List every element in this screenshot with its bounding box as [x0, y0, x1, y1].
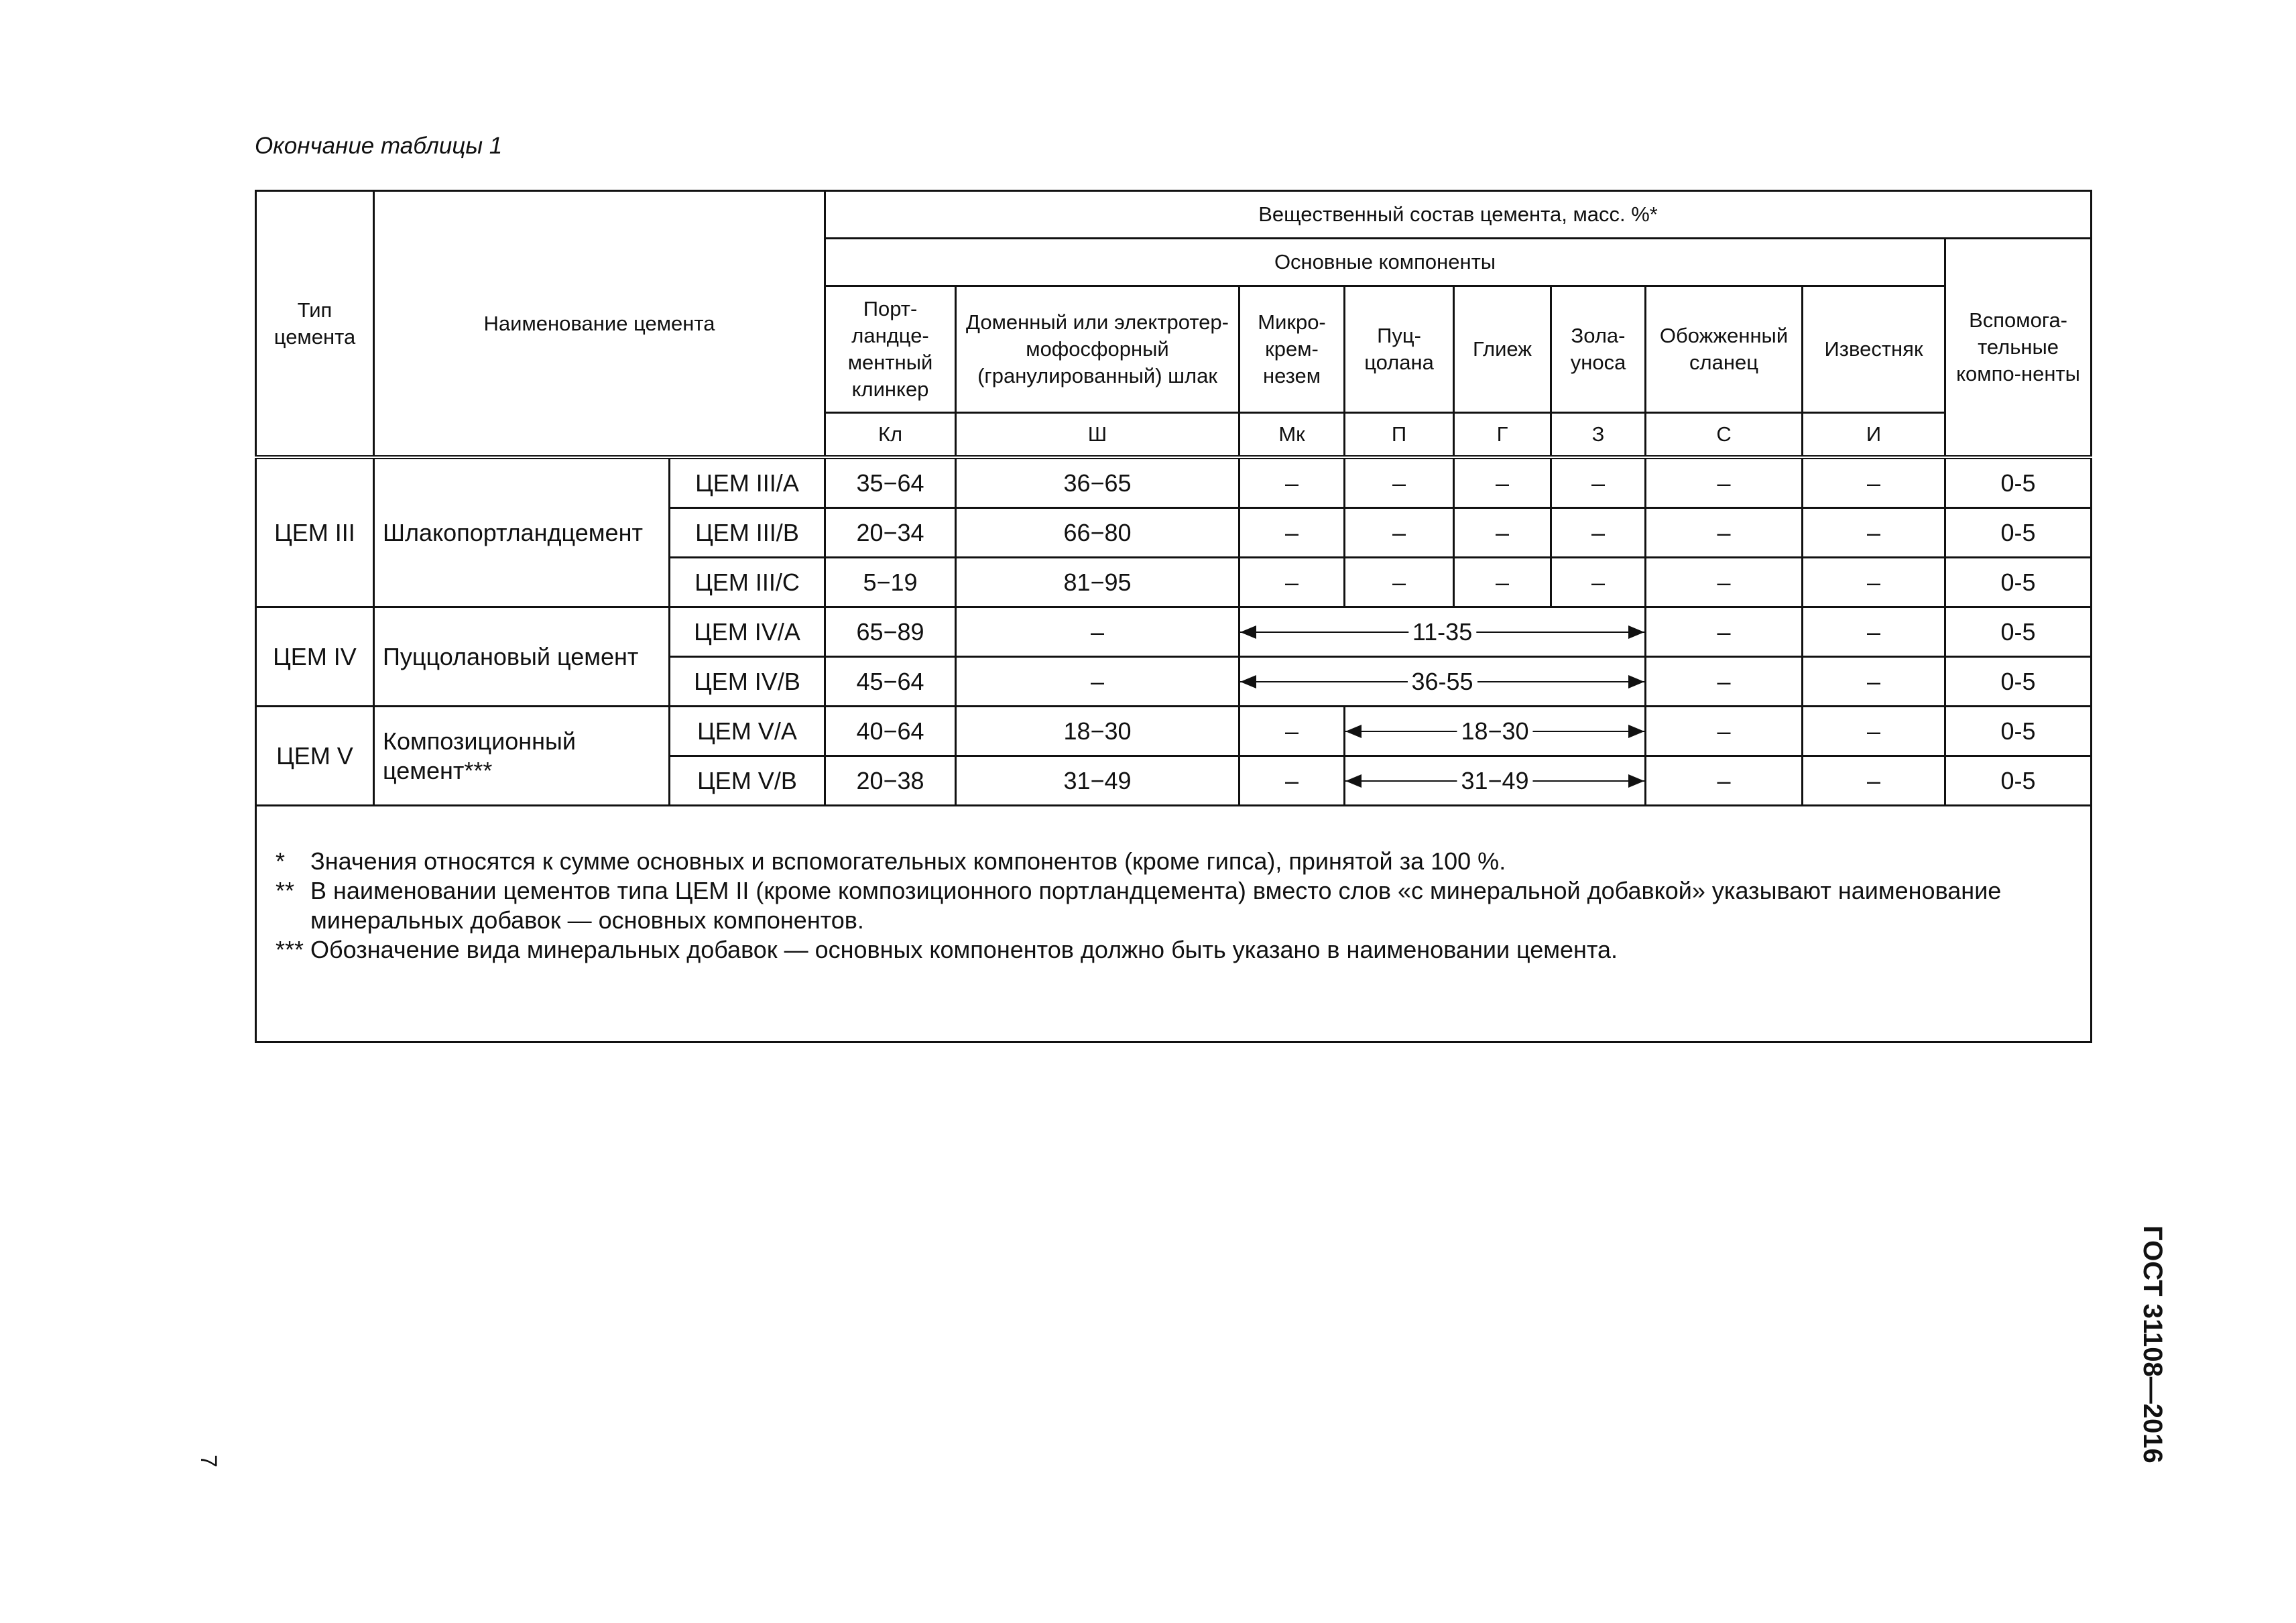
group-name-cell: Композиционный цемент***	[374, 707, 670, 806]
span-range-cell	[1240, 607, 1646, 657]
group-type-cell: ЦЕМ IV	[256, 607, 374, 707]
footnote	[276, 847, 2071, 876]
group-type-cell: ЦЕМ III	[256, 457, 374, 607]
table-row	[256, 707, 2092, 756]
col-name-pozzolana: Пуц-цолана	[1345, 286, 1454, 413]
header-auxiliary: Вспомога-тельные компо-ненты	[1945, 239, 2092, 458]
microsilica-cell: –	[1240, 508, 1345, 558]
fly-ash-cell: –	[1551, 558, 1646, 607]
header-name: Наименование цемента	[374, 191, 825, 458]
pozzolana-cell: –	[1345, 457, 1454, 508]
col-symbol-microsilica: Мк	[1240, 413, 1345, 458]
limestone-cell: –	[1803, 457, 1945, 508]
header-composition: Вещественный состав цемента, масс. %*	[825, 191, 2092, 239]
col-symbol-slag: Ш	[956, 413, 1240, 458]
burnt-shale-cell: –	[1646, 457, 1803, 508]
footnotes-cell	[256, 806, 2092, 1042]
slag-cell: 81−95	[956, 558, 1240, 607]
page-number: 7	[196, 1455, 221, 1467]
microsilica-cell: –	[1240, 457, 1345, 508]
group-name-cell: Пуццолановый цемент	[374, 607, 670, 707]
limestone-cell: –	[1803, 508, 1945, 558]
span-range-value: 31−49	[1457, 766, 1532, 796]
col-symbol-burnt-shale: С	[1646, 413, 1803, 458]
double-arrow-icon	[1345, 766, 1644, 796]
footnote-mark: **	[276, 877, 295, 904]
burnt-shale-cell: –	[1646, 657, 1803, 707]
col-symbol-limestone: И	[1803, 413, 1945, 458]
gliezh-cell: –	[1454, 508, 1551, 558]
gliezh-cell: –	[1454, 457, 1551, 508]
limestone-cell: –	[1803, 657, 1945, 707]
microsilica-cell: –	[1240, 756, 1345, 806]
auxiliary-cell: 0-5	[1945, 707, 2092, 756]
col-symbol-gliezh: Г	[1454, 413, 1551, 458]
double-arrow-icon	[1345, 717, 1644, 746]
clinker-cell: 20−38	[825, 756, 956, 806]
footnote-mark: ***	[276, 936, 304, 963]
burnt-shale-cell: –	[1646, 558, 1803, 607]
col-name-gliezh: Глиеж	[1454, 286, 1551, 413]
span-range-value: 11-35	[1408, 617, 1476, 647]
table-row	[256, 607, 2092, 657]
double-arrow-icon	[1240, 617, 1644, 647]
code-cell: ЦЕМ III/A	[670, 457, 825, 508]
span-range-value: 36-55	[1407, 667, 1477, 697]
slag-cell: 31−49	[956, 756, 1240, 806]
span-range-cell	[1345, 756, 1646, 806]
microsilica-cell: –	[1240, 558, 1345, 607]
span-range-value: 18−30	[1457, 717, 1532, 746]
span-range-cell	[1240, 657, 1646, 707]
code-cell: ЦЕМ IV/A	[670, 607, 825, 657]
clinker-cell: 45−64	[825, 657, 956, 707]
auxiliary-cell: 0-5	[1945, 756, 2092, 806]
clinker-cell: 40−64	[825, 707, 956, 756]
col-name-microsilica: Микро-крем-незем	[1240, 286, 1345, 413]
footnote-mark: *	[276, 847, 286, 875]
auxiliary-cell: 0-5	[1945, 558, 2092, 607]
code-cell: ЦЕМ V/A	[670, 707, 825, 756]
footnote	[276, 876, 2071, 935]
header-type: Тип цемента	[256, 191, 374, 458]
double-arrow-icon	[1240, 667, 1644, 697]
col-name-limestone: Известняк	[1803, 286, 1945, 413]
pozzolana-cell: –	[1345, 558, 1454, 607]
fly-ash-cell: –	[1551, 508, 1646, 558]
auxiliary-cell: 0-5	[1945, 607, 2092, 657]
col-name-burnt-shale: Обожженный сланец	[1646, 286, 1803, 413]
clinker-cell: 65−89	[825, 607, 956, 657]
footnote-text: Обозначение вида минеральных добавок — основных компонентов должно быть указано в наименовании цемента.	[310, 936, 1618, 963]
col-name-slag: Доменный или электротер-мофосфорный (гранулированный) шлак	[956, 286, 1240, 413]
slag-cell: 36−65	[956, 457, 1240, 508]
burnt-shale-cell: –	[1646, 707, 1803, 756]
code-cell: ЦЕМ V/B	[670, 756, 825, 806]
clinker-cell: 5−19	[825, 558, 956, 607]
col-name-clinker: Порт-ландце-ментный клинкер	[825, 286, 956, 413]
group-name-cell: Шлакопортландцемент	[374, 457, 670, 607]
col-symbol-clinker: Кл	[825, 413, 956, 458]
pozzolana-cell: –	[1345, 508, 1454, 558]
code-cell: ЦЕМ IV/B	[670, 657, 825, 707]
cement-composition-table	[255, 190, 2092, 1043]
limestone-cell: –	[1803, 558, 1945, 607]
slag-cell: 18−30	[956, 707, 1240, 756]
gliezh-cell: –	[1454, 558, 1551, 607]
burnt-shale-cell: –	[1646, 607, 1803, 657]
auxiliary-cell: 0-5	[1945, 508, 2092, 558]
auxiliary-cell: 0-5	[1945, 657, 2092, 707]
slag-cell: 66−80	[956, 508, 1240, 558]
footnote-text: Значения относятся к сумме основных и вспомогательных компонентов (кроме гипса), принятой за 100 %.	[310, 847, 1506, 875]
burnt-shale-cell: –	[1646, 756, 1803, 806]
group-type-cell: ЦЕМ V	[256, 707, 374, 806]
col-symbol-pozzolana: П	[1345, 413, 1454, 458]
slag-cell: –	[956, 607, 1240, 657]
clinker-cell: 20−34	[825, 508, 956, 558]
code-cell: ЦЕМ III/B	[670, 508, 825, 558]
limestone-cell: –	[1803, 756, 1945, 806]
col-symbol-fly-ash: З	[1551, 413, 1646, 458]
auxiliary-cell: 0-5	[1945, 457, 2092, 508]
table-caption: Окончание таблицы 1	[255, 133, 503, 159]
footnote	[276, 935, 2071, 965]
slag-cell: –	[956, 657, 1240, 707]
burnt-shale-cell: –	[1646, 508, 1803, 558]
table-row	[256, 457, 2092, 508]
limestone-cell: –	[1803, 707, 1945, 756]
limestone-cell: –	[1803, 607, 1945, 657]
header-main-components: Основные компоненты	[825, 239, 1945, 286]
footnote-text: В наименовании цементов типа ЦЕМ II (кроме композиционного портландцемента) вместо слов «с минеральной добавкой» указывают наименование минеральных добавок — основных компонентов.	[310, 877, 2002, 934]
clinker-cell: 35−64	[825, 457, 956, 508]
span-range-cell	[1345, 707, 1646, 756]
fly-ash-cell: –	[1551, 457, 1646, 508]
code-cell: ЦЕМ III/C	[670, 558, 825, 607]
microsilica-cell: –	[1240, 707, 1345, 756]
standard-designation: ГОСТ 31108—2016	[2138, 1225, 2167, 1463]
col-name-fly-ash: Зола-уноса	[1551, 286, 1646, 413]
